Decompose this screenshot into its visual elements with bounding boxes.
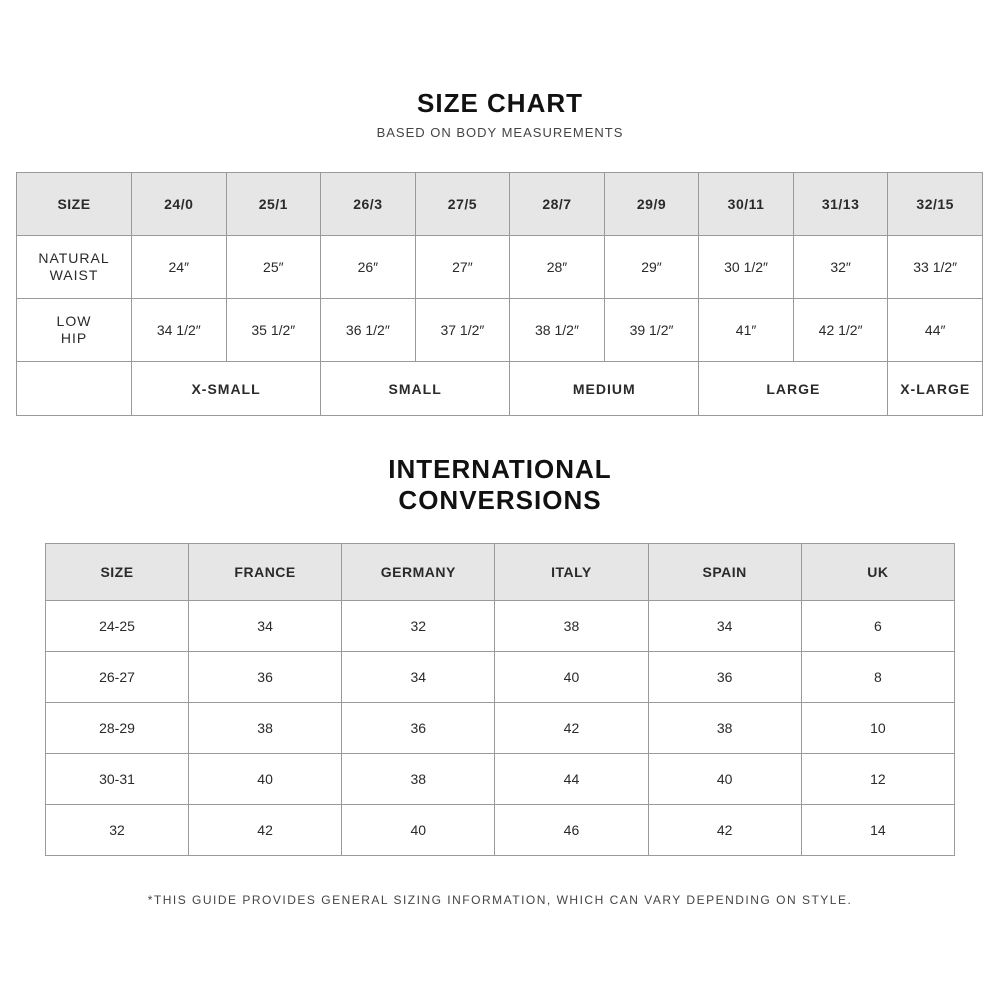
table-cell: 14 [801,805,954,856]
column-header: FRANCE [189,544,342,601]
table-cell: 28-29 [46,703,189,754]
natural-waist-row [17,236,983,299]
table-cell: 44″ [888,299,983,362]
table-cell: 12 [801,754,954,805]
table-cell: 34 [189,601,342,652]
size-header-cell: 28/7 [510,173,605,236]
table-row [46,703,955,754]
table-cell: 44 [495,754,648,805]
table-cell: 42 1/2″ [793,299,888,362]
table-cell: 10 [801,703,954,754]
table-cell: 38 1/2″ [510,299,605,362]
table-cell: 36 1/2″ [321,299,416,362]
table-cell: 34 1/2″ [132,299,227,362]
size-group-row [17,362,983,416]
row-label [17,299,132,362]
size-group-label: LARGE [699,362,888,416]
table-row [46,652,955,703]
size-group-label: X-LARGE [888,362,983,416]
table-cell: 37 1/2″ [415,299,510,362]
table-cell: 30-31 [46,754,189,805]
row-label-line: WAIST [49,267,99,283]
size-header-label: SIZE [17,173,132,236]
table-cell: 42 [495,703,648,754]
size-header-cell: 24/0 [132,173,227,236]
table-row [46,754,955,805]
row-label-line: HIP [60,330,88,346]
size-header-cell: 31/13 [793,173,888,236]
size-header-cell: 32/15 [888,173,983,236]
size-group-label: MEDIUM [510,362,699,416]
size-header-cell: 29/9 [604,173,699,236]
size-header-cell: 27/5 [415,173,510,236]
conversions-title-line: INTERNATIONAL [388,454,612,484]
table-cell: 26-27 [46,652,189,703]
table-cell: 25″ [226,236,321,299]
size-header-cell: 26/3 [321,173,416,236]
empty-cell [17,362,132,416]
table-cell: 32 [342,601,495,652]
table-cell: 27″ [415,236,510,299]
table-cell: 28″ [510,236,605,299]
table-cell: 34 [648,601,801,652]
table-row [46,601,955,652]
conversions-table [45,543,955,856]
table-cell: 38 [495,601,648,652]
column-header: SIZE [46,544,189,601]
column-header: GERMANY [342,544,495,601]
size-group-label: SMALL [321,362,510,416]
size-group-label: X-SMALL [132,362,321,416]
row-label-line: LOW [56,313,92,329]
table-row [46,805,955,856]
table-cell: 30 1/2″ [699,236,794,299]
table-cell: 40 [495,652,648,703]
size-header-cell: 30/11 [699,173,794,236]
table-cell: 34 [342,652,495,703]
size-header-cell: 25/1 [226,173,321,236]
table-cell: 24-25 [46,601,189,652]
table-cell: 24″ [132,236,227,299]
table-cell: 38 [648,703,801,754]
size-chart-title: SIZE CHART [417,88,583,118]
footnote: *THIS GUIDE PROVIDES GENERAL SIZING INFORMATION, WHICH CAN VARY DEPENDING ON STYLE. [147,893,853,907]
table-cell: 40 [648,754,801,805]
column-header: ITALY [495,544,648,601]
table-cell: 42 [648,805,801,856]
table-cell: 33 1/2″ [888,236,983,299]
table-cell: 38 [189,703,342,754]
table-cell: 40 [342,805,495,856]
table-cell: 42 [189,805,342,856]
column-header: SPAIN [648,544,801,601]
table-cell: 41″ [699,299,794,362]
table-cell: 38 [342,754,495,805]
table-cell: 36 [342,703,495,754]
conversions-title-line: CONVERSIONS [398,485,602,515]
size-chart-table [16,172,983,416]
table-cell: 39 1/2″ [604,299,699,362]
conversions-title [0,454,1000,516]
row-label-line: NATURAL [38,250,110,266]
table-cell: 35 1/2″ [226,299,321,362]
table-cell: 32″ [793,236,888,299]
table-cell: 36 [189,652,342,703]
table-cell: 6 [801,601,954,652]
table-cell: 36 [648,652,801,703]
table-cell: 40 [189,754,342,805]
low-hip-row [17,299,983,362]
column-header: UK [801,544,954,601]
table-cell: 26″ [321,236,416,299]
conversions-header-row [46,544,955,601]
size-chart-subtitle: BASED ON BODY MEASUREMENTS [376,125,624,140]
table-cell: 46 [495,805,648,856]
table-cell: 8 [801,652,954,703]
table-cell: 32 [46,805,189,856]
size-header-row [17,173,983,236]
row-label [17,236,132,299]
table-cell: 29″ [604,236,699,299]
